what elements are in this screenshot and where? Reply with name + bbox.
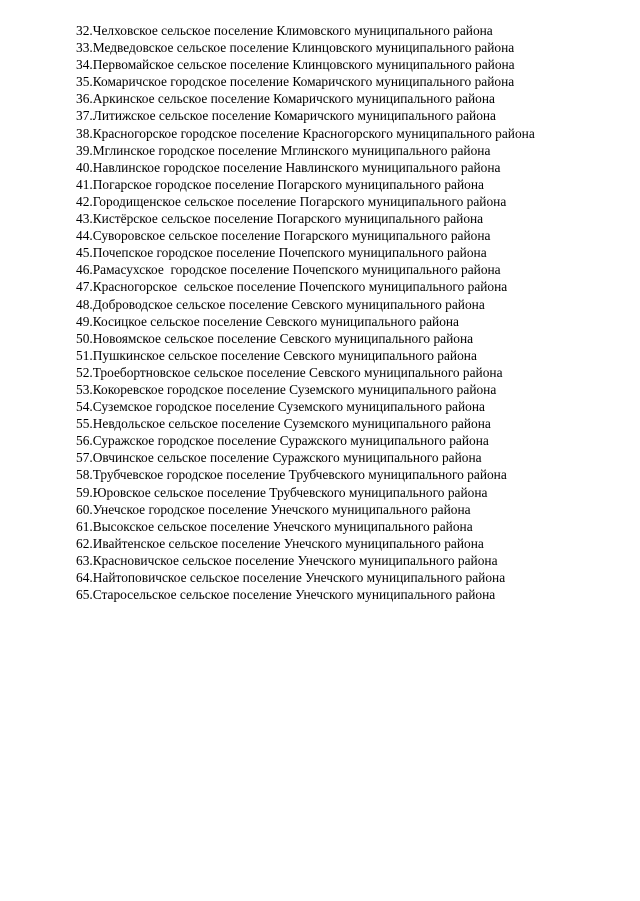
list-item: 48.Доброводское сельское поселение Севского муниципального района [76,296,485,312]
list-item: 56.Суражское городское поселение Суражского муниципального района [76,433,489,449]
list-item: 63.Красновичское сельское поселение Унечского муниципального района [76,552,498,568]
list-item: 40.Навлинское городское поселение Навлинского муниципального района [76,159,501,175]
list-item: 52.Троебортновское сельское поселение Севского муниципального района [76,364,503,380]
list-item: 64.Найтоповичское сельское поселение Унечского муниципального района [76,570,506,585]
list-item: 36.Аркинское сельское поселение Комаричского муниципального района [76,91,495,107]
list-item: 57.Овчинское сельское поселение Суражского муниципального района [76,450,482,466]
list-item: 35.Комаричское городское поселение Комаричского муниципального района [76,74,515,90]
list-item: 34.Первомайское сельское поселение Клинцовского муниципального района [76,57,515,73]
list-item: 59.Юровское сельское поселение Трубчевского муниципального района [76,484,488,500]
list-item: 61.Высокское сельское поселение Унечского муниципального района [76,518,473,534]
list-item: 44.Суворовское сельское поселение Погарского муниципального района [76,228,491,244]
list-item: 39.Мглинское городское поселение Мглинского муниципального района [76,142,491,158]
list-item: 33.Медведовское сельское поселение Клинцовского муниципального района [76,40,515,56]
list-item: 54.Суземское городское поселение Суземского муниципального района [76,399,485,415]
list-item: 58.Трубчевское городское поселение Трубчевского муниципального района [76,467,507,483]
list-item: 51.Пушкинское сельское поселение Севского муниципального района [76,347,477,363]
list-item: 45.Почепское городское поселение Почепского муниципального района [76,245,487,261]
list-item: 43.Кистёрское сельское поселение Погарского муниципального района [76,211,484,227]
settlement-list [76,22,535,603]
list-item: 65.Старосельское сельское поселение Унечского муниципального района [76,587,496,603]
list-item: 38.Красногорское городское поселение Красногорского муниципального района [76,125,535,141]
list-item: 37.Литижское сельское поселение Комаричского муниципального района [76,108,496,124]
list-item: 41.Погарское городское поселение Погарского муниципального района [76,176,484,192]
list-item: 53.Кокоревское городское поселение Суземского муниципального района [76,381,497,397]
list-item: 42.Городищенское сельское поселение Погарского муниципального района [76,193,507,209]
list-item: 60.Унечское городское поселение Унечского муниципального района [76,501,471,517]
list-item: 49.Косицкое сельское поселение Севского муниципального района [76,313,460,329]
list-item: 47.Красногорское сельское поселение Почепского муниципального района [76,279,508,295]
list-item: 50.Новоямское сельское поселение Севского муниципального района [76,330,474,346]
list-item: 55.Невдольское сельское поселение Суземского муниципального района [76,416,491,432]
list-item: 46.Рамасухское городское поселение Почепского муниципального района [76,262,501,278]
list-item: 32.Челховское сельское поселение Климовского муниципального района [76,23,493,38]
list-item: 62.Ивайтенское сельское поселение Унечского муниципального района [76,535,484,551]
